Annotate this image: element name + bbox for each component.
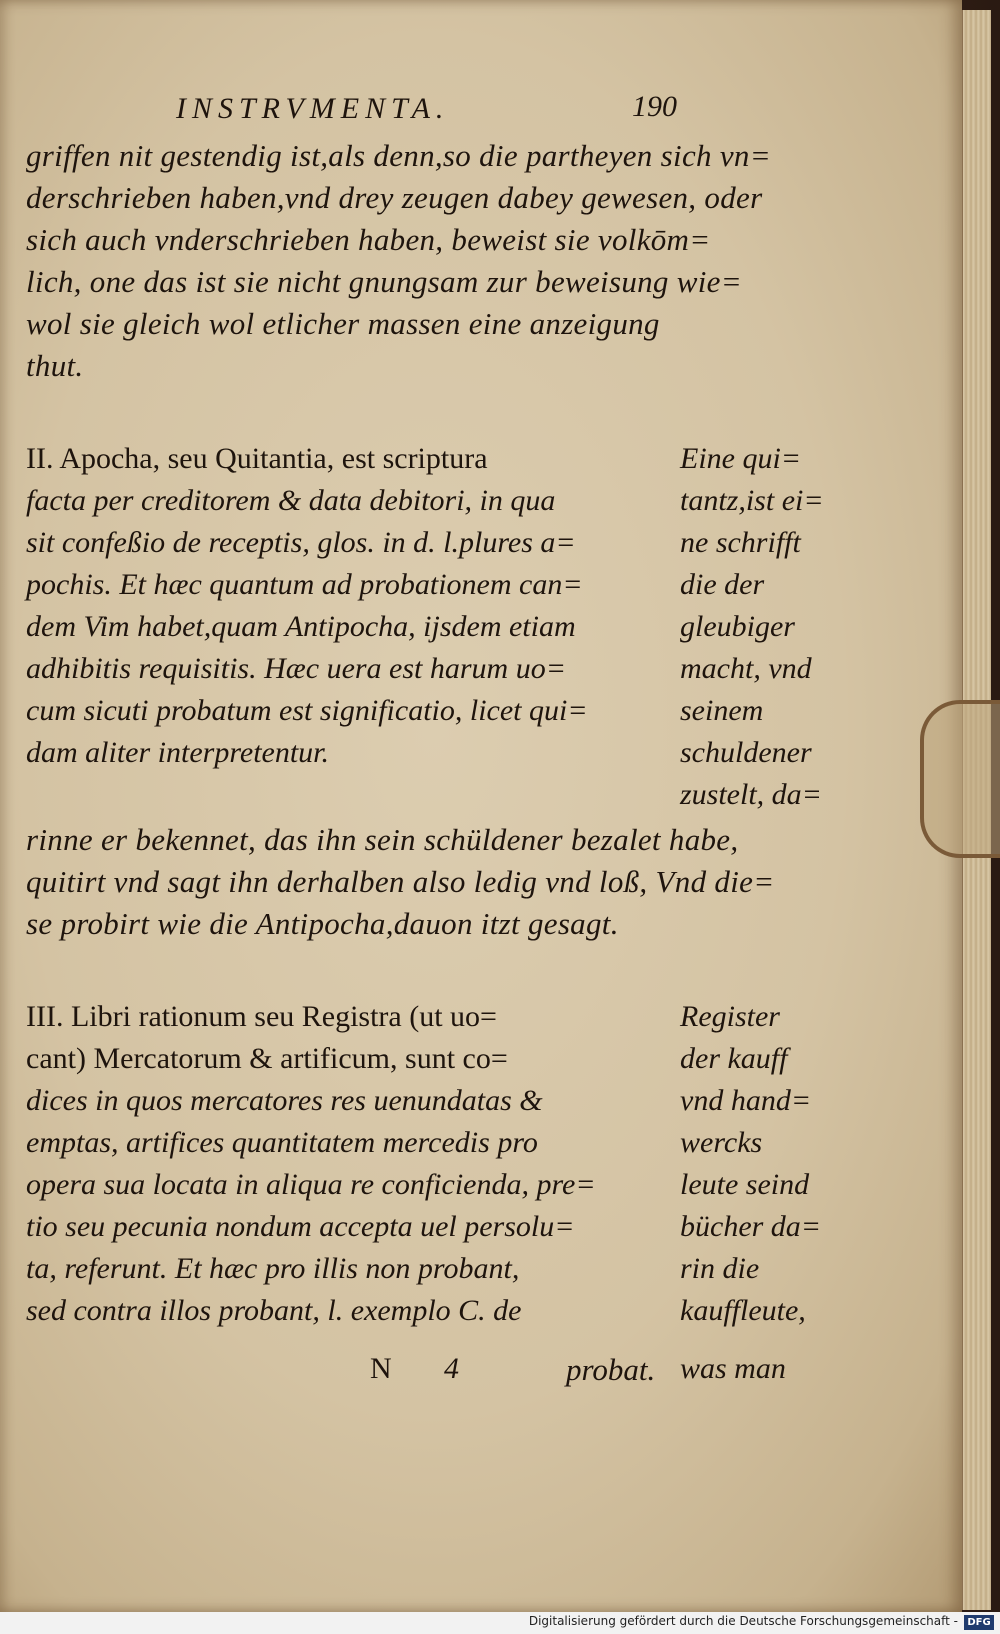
text-line: thut. [26, 348, 84, 383]
running-head: INSTRVMENTA. [176, 92, 450, 125]
text-line: adhibitis requisitis. Hæc uera est harum uo= [26, 652, 566, 685]
text-line: facta per creditorem & data debitori, in qua [26, 484, 556, 517]
text-line: dices in quos mercatores res uenundatas & [26, 1084, 543, 1117]
margin-gloss-line: Eine qui= [680, 442, 802, 475]
text-line: tio seu pecunia nondum accepta uel persolu= [26, 1210, 575, 1243]
text-line: II. Apocha, seu Quitantia, est scriptura [26, 442, 488, 475]
signature-number: 4 [444, 1352, 459, 1385]
text-line: emptas, artifices quantitatem mercedis pro [26, 1126, 538, 1159]
margin-gloss-line: wercks [680, 1126, 763, 1159]
text-line: sit confeßio de receptis, glos. in d. l.plures a= [26, 526, 576, 559]
text-line: rinne er bekennet, das ihn sein schüldener bezalet habe, [26, 822, 739, 857]
margin-gloss-line: seinem [680, 694, 764, 727]
text-line: derschrieben haben,vnd drey zeugen dabey gewesen, oder [26, 180, 763, 215]
margin-gloss-line: vnd hand= [680, 1084, 812, 1117]
dfg-logo: DFG [964, 1615, 994, 1630]
signature-mark: N [370, 1352, 392, 1385]
margin-gloss-line: Register [680, 1000, 780, 1033]
text-line: cum sicuti probatum est significatio, licet qui= [26, 694, 588, 727]
margin-gloss-line: was man [680, 1352, 786, 1385]
margin-gloss-line: der kauff [680, 1042, 788, 1075]
text-line: cant) Mercatorum & artificum, sunt co= [26, 1042, 508, 1075]
text-line: ta, referunt. Et hæc pro illis non probant, [26, 1252, 520, 1285]
footer-credit: Digitalisierung gefördert durch die Deutsche Forschungsgemeinschaft - [528, 1614, 958, 1628]
text-line: dam aliter interpretentur. [26, 736, 330, 769]
text-line: quitirt vnd sagt ihn derhalben also ledig vnd loß, Vnd die= [26, 864, 775, 899]
text-line: dem Vim habet,quam Antipocha, ijsdem etiam [26, 610, 576, 643]
footer-bar [0, 1612, 1000, 1634]
margin-gloss-line: ne schrifft [680, 526, 801, 559]
margin-gloss-line: die der [680, 568, 765, 601]
margin-gloss-line: schuldener [680, 736, 812, 769]
margin-gloss-line: gleubiger [680, 610, 795, 643]
margin-gloss-line: zustelt, da= [680, 778, 822, 811]
margin-gloss-line: tantz,ist ei= [680, 484, 824, 517]
margin-gloss-line: bücher da= [680, 1210, 822, 1243]
text-line: griffen nit gestendig ist,als denn,so die partheyen sich vn= [26, 138, 771, 173]
text-line: III. Libri rationum seu Registra (ut uo= [26, 1000, 497, 1033]
page-number: 190 [632, 90, 677, 123]
book-clasp [920, 700, 1000, 858]
text-line: wol sie gleich wol etlicher massen eine anzeigung [26, 306, 660, 341]
margin-gloss-line: kauffleute, [680, 1294, 806, 1327]
text-line: se probirt wie die Antipocha,dauon itzt gesagt. [26, 906, 619, 941]
margin-gloss-line: macht, vnd [680, 652, 812, 685]
margin-gloss-line: leute seind [680, 1168, 810, 1201]
text-line: sich auch vnderschrieben haben, beweist sie volkōm= [26, 222, 711, 257]
margin-gloss-line: rin die [680, 1252, 760, 1285]
text-line: pochis. Et hæc quantum ad probationem can= [26, 568, 583, 601]
text-line: lich, one das ist sie nicht gnungsam zur beweisung wie= [26, 264, 742, 299]
text-line: opera sua locata in aliqua re conficienda, pre= [26, 1168, 596, 1201]
catchword: probat. [566, 1352, 656, 1387]
text-line: sed contra illos probant, l. exemplo C. de [26, 1294, 522, 1327]
